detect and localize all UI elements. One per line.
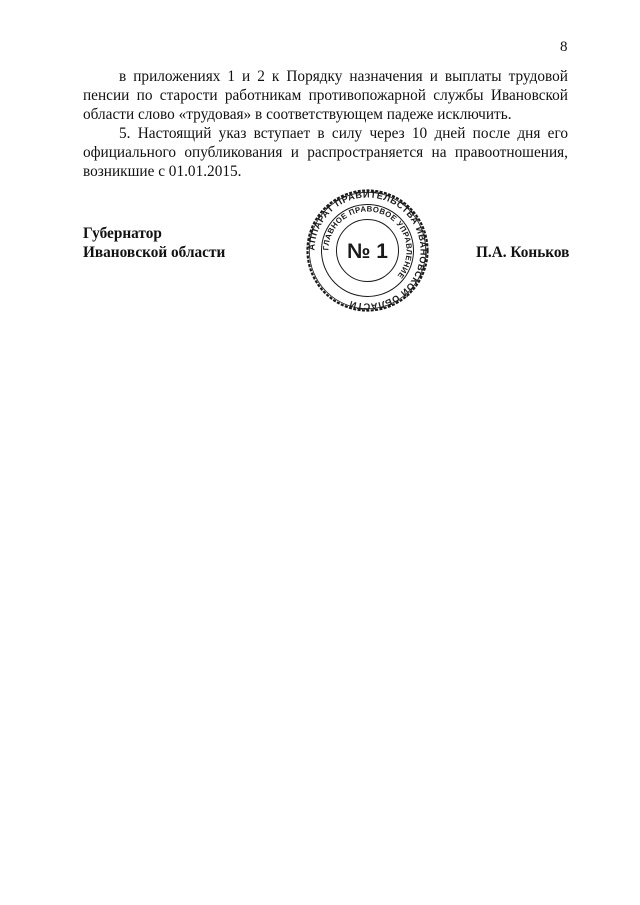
seal-inner-text: ГЛАВНОЕ ПРАВОВОЕ УПРАВЛЕНИЕ [321,204,414,281]
signatory-position-line1: Губернатор [83,225,162,242]
seal-center-number: № 1 [347,240,388,263]
signatory-position-line2: Ивановской области [83,244,226,261]
seal-outer-text: АППАРАТ ПРАВИТЕЛЬСТВА ИВАНОВСКОЙ ОБЛАСТИ [306,189,429,312]
paragraph-entry-into-force: 5. Настоящий указ вступает в силу через 10 дней после дня его официального опубликования и распространяется на правоотношения, возникшие с 01.01.2015. [83,125,568,180]
signatory-position [83,224,225,262]
official-seal [305,188,430,313]
signatory-name: П.А. Коньков [476,244,570,261]
document-body [83,67,568,181]
page-number: 8 [560,39,568,55]
paragraph-appendix-amendment: в приложениях 1 и 2 к Порядку назначения и выплаты трудовой пенсии по старости работникам противопожарной службы Ивановской области слово «трудовая» в соответствующем падеже исключить. [83,68,568,123]
seal-graphic [305,188,430,313]
